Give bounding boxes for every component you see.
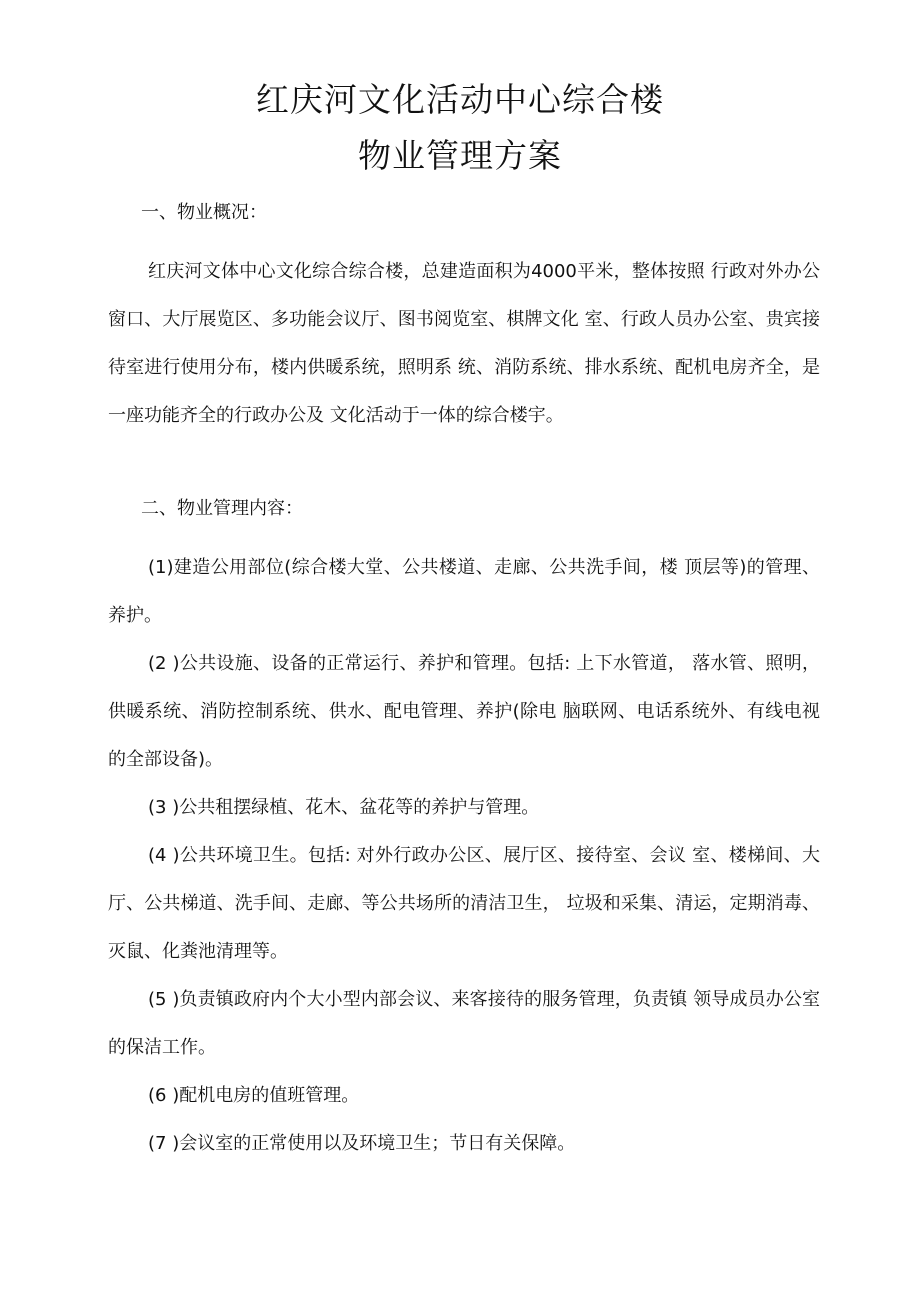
document-title-line2: 物业管理方案 (358, 136, 562, 175)
document-title-line1: 红庆河文化活动中心综合楼 (256, 80, 664, 119)
management-item-3: (3 )公共租摆绿植、花木、盆花等的养护与管理。 (148, 797, 540, 818)
management-item-5: (5 )负责镇政府内个大小型内部会议、来客接待的服务管理，负责镇 领导成员办公室的保洁工作。 (108, 989, 820, 1058)
management-item-7: (7 )会议室的正常使用以及环境卫生；节日有关保障。 (148, 1133, 576, 1154)
overview-paragraph: 红庆河文体中心文化综合综合楼，总建造面积为4000平米，整体按照 行政对外办公窗口、大厅展览区、多功能会议厅、图书阅览室、棋牌文化 室、行政人员办公室、贵宾接待室进行使用分布，楼内供暖系统，照明系 统、消防系统、排水系统、配机电房齐全，是一座功能齐全的行政办公及 文化活动于一体的综合楼宇。 (108, 261, 820, 426)
management-item-1: (1)建造公用部位(综合楼大堂、公共楼道、走廊、公共洗手间，楼 顶层等)的管理、养护。 (108, 557, 820, 626)
management-item-6: (6 )配机电房的值班管理。 (148, 1085, 360, 1106)
management-item-4: (4 )公共环境卫生。包括: 对外行政办公区、展厅区、接待室、会议 室、楼梯间、大厅、公共梯道、洗手间、走廊、等公共场所的清洁卫生， 垃圾和采集、清运，定期消毒、灭鼠、化粪池清理等。 (108, 845, 820, 962)
management-item-2: (2 )公共设施、设备的正常运行、养护和管理。包括: 上下水管道， 落水管、照明，供暖系统、消防控制系统、供水、配电管理、养护(除电 脑联网、电话系统外、有线电视的全部设备)。 (108, 653, 820, 770)
section-heading-management: 二、物业管理内容： (141, 498, 303, 519)
section-heading-overview: 一、物业概况： (141, 202, 267, 223)
